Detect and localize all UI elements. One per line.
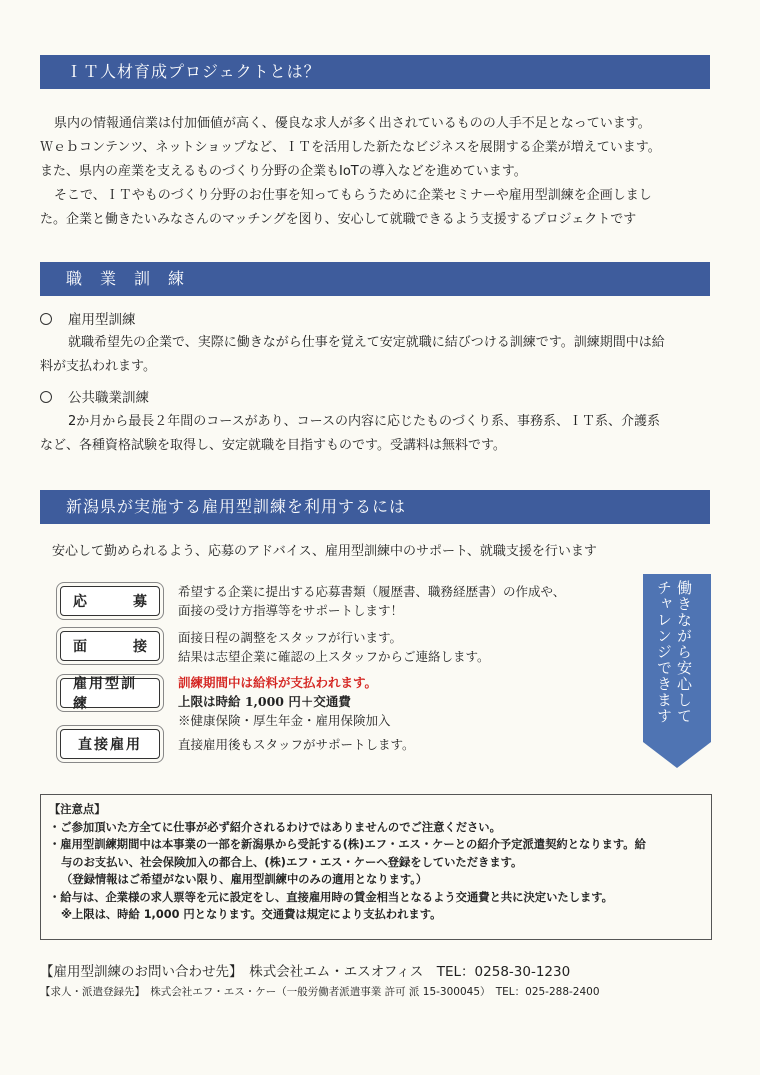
text-line: た。企業と働きたいみなさんのマッチングを図り、安心して就職できるよう支援するプロジェクトです <box>40 212 637 227</box>
section-header-usage: 新潟県が実施する雇用型訓練を利用するには <box>40 490 710 524</box>
training-item-heading: 雇用型訓練 <box>40 309 136 331</box>
note-line: （登録情報はご希望がない限り、雇用型訓練中のみの適用となります。） <box>61 873 428 886</box>
banner-text-col1: 働きながら安心して <box>675 580 693 724</box>
step-hire-label: 直接雇用 <box>60 729 160 759</box>
step-training-text: 訓練期間中は給料が支払われます。 上限は時給 1,000 円＋交通費 ※健康保険・厚生年金・雇用保険加入 <box>178 675 391 728</box>
circle-bullet-icon <box>40 313 52 325</box>
note-line: ※上限は、時給 1,000 円となります。交通費は規定により支払われます。 <box>61 908 442 921</box>
text-line: 就職希望先の企業で、実際に働きながら仕事を覚えて安定就職に結びつける訓練です。訓練期間中は給 <box>68 335 665 350</box>
text-line: 料が支払われます。 <box>40 359 156 374</box>
text-line: など、各種資格試験を取得し、安定就職を目指すものです。受講料は無料です。 <box>40 438 506 453</box>
project-description <box>40 112 712 232</box>
text-line: 2か月から最長２年間のコースがあり、コースの内容に応じたものづくり系、事務系、ＩＴ系、介護系 <box>68 414 660 429</box>
training-item-body <box>40 410 712 458</box>
encouragement-banner <box>643 574 711 768</box>
text-line: そこで、ＩＴやものづくり分野のお仕事を知ってもらうために企業セミナーや雇用型訓練を企画しまし <box>54 188 652 203</box>
text-line: Ｗｅｂコンテンツ、ネットショップなど、ＩＴを活用した新たなビジネスを展開する企業が増えています。 <box>40 140 661 155</box>
section-header-training: 職 業 訓 練 <box>40 262 710 296</box>
training-item-heading: 公共職業訓練 <box>40 387 149 409</box>
notes-heading: 【注意点】 <box>49 803 106 816</box>
step-training-label: 雇用型訓練 <box>60 678 160 708</box>
step-interview-label: 面 接 <box>60 631 160 661</box>
note-line: ・給与は、企業様の求人票等を元に設定をし、直接雇用時の賃金相当となるよう交通費と共に決定いたします。 <box>49 890 613 904</box>
text-line: 県内の情報通信業は付加価値が高く、優良な求人が多く出されているものの人手不足となっています。 <box>54 116 651 131</box>
circle-bullet-icon <box>40 391 52 403</box>
usage-intro: 安心して勤められるよう、応募のアドバイス、雇用型訓練中のサポート、就職支援を行います <box>52 544 597 559</box>
registration-contact: 【求人・派遣登録先】 株式会社エフ・エス・ケー（一般労働者派遣事業 許可 派 15-300045） TEL：025-288-2400 <box>40 986 600 998</box>
notes-box <box>40 794 712 940</box>
inquiry-contact: 【雇用型訓練のお問い合わせ先】 株式会社エム・エスオフィス TEL：0258-30-1230 <box>40 964 571 980</box>
step-interview-text: 面接日程の調整をスタッフが行います。 結果は志望企業に確認の上スタッフからご連絡します。 <box>178 630 490 664</box>
step-hire-text: 直接雇用後もスタッフがサポートします。 <box>178 737 415 752</box>
note-line: ・雇用型訓練期間中は本事業の一部を新潟県から受託する(株)エフ・エス・ケーとの紹介予定派遣契約となります。給 <box>49 838 646 851</box>
step-apply-label: 応 募 <box>60 586 160 616</box>
training-item-body <box>40 331 712 379</box>
section-header-project: ＩＴ人材育成プロジェクトとは？ <box>40 55 710 89</box>
step-apply-text: 希望する企業に提出する応募書類（履歴書、職務経歴書）の作成や、 面接の受け方指導等をサポートします！ <box>178 584 566 618</box>
salary-highlight: 訓練期間中は給料が支払われます。 <box>178 675 378 690</box>
note-line: ・ご参加頂いた方全てに仕事が必ず紹介されるわけではありませんのでご注意ください。 <box>49 820 501 834</box>
note-line: 与のお支払い、社会保険加入の都合上、(株)エフ・エス・ケーへ登録をしていただきます。 <box>61 855 523 869</box>
text-line: また、県内の産業を支えるものづくり分野の企業もIoTの導入などを進めています。 <box>40 164 527 179</box>
banner-text-col2: チャレンジできます <box>655 580 673 724</box>
